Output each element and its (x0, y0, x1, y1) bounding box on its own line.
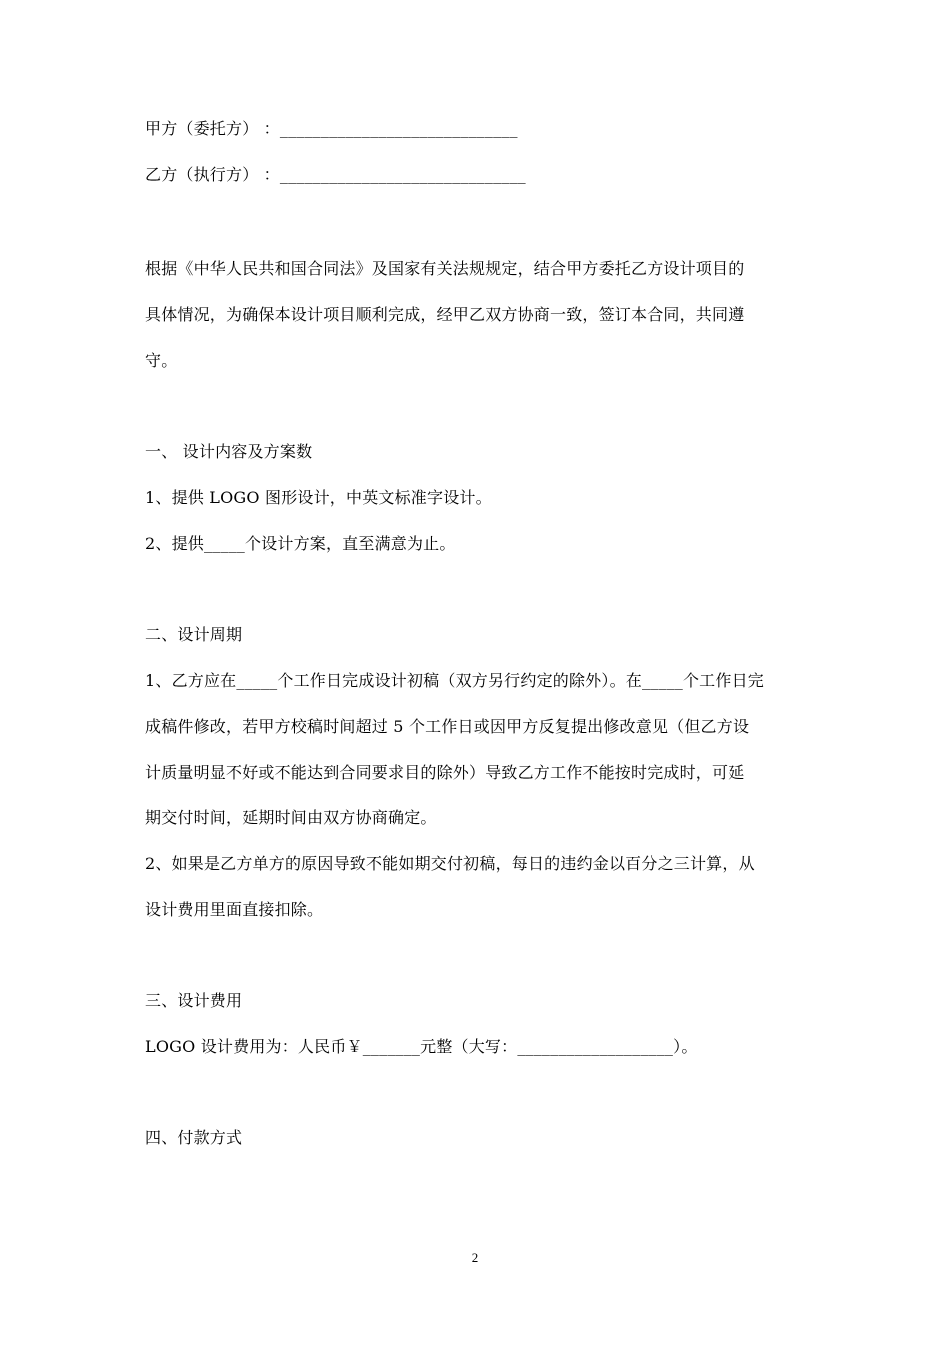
preamble-line-1: 根据《中华人民共和国合同法》及国家有关法规规定，结合甲方委托乙方设计项目的 (145, 259, 745, 278)
section-2-item-1-line-1: 1、乙方应在_____个工作日完成设计初稿（双方另行约定的除外）。在_____个工作日完 (145, 671, 764, 690)
section-2-title: 二、设计周期 (145, 625, 243, 644)
section-2-item-1-line-2: 成稿件修改，若甲方校稿时间超过 5 个工作日或因甲方反复提出修改意见（但乙方设 (145, 717, 750, 736)
section-2-item-1-line-3: 计质量明显不好或不能达到合同要求目的除外）导致乙方工作不能按时完成时，可延 (145, 763, 745, 782)
section-3-title: 三、设计费用 (145, 991, 243, 1010)
section-1-title: 一、 设计内容及方案数 (145, 442, 313, 461)
party-a-line: 甲方（委托方） ：_____________________________ (145, 119, 518, 138)
section-4-title: 四、付款方式 (145, 1128, 243, 1147)
section-1-item-2: 2、提供_____个设计方案，直至满意为止。 (145, 534, 456, 553)
party-b-line: 乙方（执行方） ：______________________________ (145, 165, 526, 184)
section-1-item-1: 1、提供 LOGO 图形设计，中英文标准字设计。 (145, 488, 492, 507)
section-3-fee: LOGO 设计费用为：人民币￥_______元整（大写：___________________）。 (145, 1037, 698, 1056)
page-number: 2 (471, 1250, 479, 1265)
preamble-line-2: 具体情况，为确保本设计项目顺利完成，经甲乙双方协商一致，签订本合同，共同遵 (145, 305, 745, 324)
section-2-item-2-line-1: 2、如果是乙方单方的原因导致不能如期交付初稿，每日的违约金以百分之三计算，从 (145, 854, 755, 873)
section-2-item-2-line-2: 设计费用里面直接扣除。 (145, 900, 324, 919)
section-2-item-1-line-4: 期交付时间，延期时间由双方协商确定。 (145, 808, 437, 827)
preamble-line-3: 守。 (145, 351, 178, 370)
